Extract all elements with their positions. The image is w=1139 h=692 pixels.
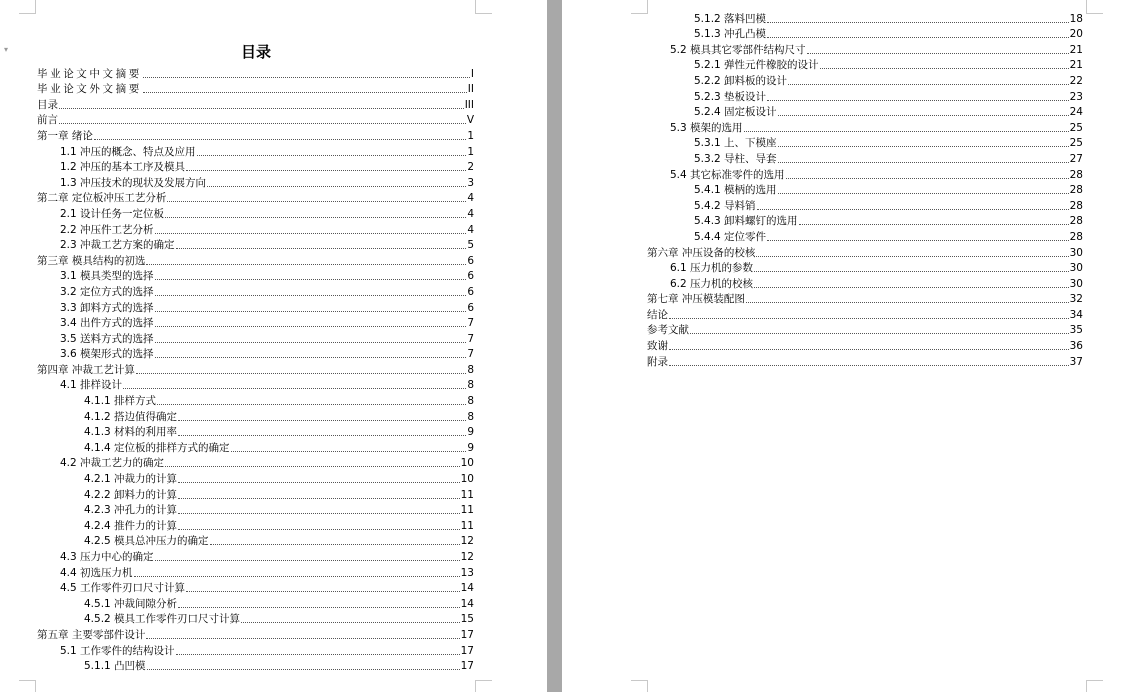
toc-entry[interactable] — [37, 486, 474, 502]
toc-entry-title: 4.4 初选压力机 — [60, 566, 133, 579]
toc-dot-leader — [178, 529, 460, 530]
toc-entry[interactable] — [647, 135, 1083, 151]
toc-entry-title: 5.2.4 固定板设计 — [694, 106, 777, 119]
toc-dot-leader — [147, 669, 460, 670]
toc-entry[interactable] — [647, 306, 1083, 322]
toc-page-number: II — [467, 83, 474, 96]
page-corner-mark — [475, 680, 492, 692]
toc-dot-leader — [178, 435, 466, 436]
toc-page-number: 7 — [467, 332, 474, 345]
toc-page-number: 28 — [1069, 199, 1083, 212]
toc-page-number: 8 — [467, 379, 474, 392]
toc-page-number: 9 — [467, 441, 474, 454]
toc-dot-leader — [754, 271, 1069, 272]
toc-dot-leader — [778, 162, 1069, 163]
page-corner-mark — [19, 0, 36, 14]
toc-page-number: 10 — [460, 457, 474, 470]
toc-entry[interactable] — [37, 361, 474, 377]
toc-entry[interactable] — [647, 260, 1083, 276]
toc-dot-leader — [176, 248, 467, 249]
toc-entry-title: 第六章 冲压设备的校核 — [647, 246, 756, 259]
toc-entry-title: 1.3 冲压技术的现状及发展方向 — [60, 176, 207, 189]
toc-page-number: 13 — [460, 566, 474, 579]
toc-page-number: 6 — [467, 270, 474, 283]
toc-entry[interactable] — [647, 182, 1083, 198]
toc-entry-title: 4.2.3 冲孔力的计算 — [84, 504, 178, 517]
toc-dot-leader — [146, 638, 459, 639]
toc-entry[interactable] — [37, 642, 474, 658]
toc-page-number: 12 — [460, 535, 474, 548]
toc-dot-leader — [59, 108, 464, 109]
toc-entry[interactable] — [37, 548, 474, 564]
toc-dot-leader — [241, 622, 460, 623]
toc-dot-leader — [155, 357, 467, 358]
toc-entry-title: 第五章 主要零部件设计 — [37, 628, 146, 641]
toc-entry-title: 5.1.2 落料凹模 — [694, 12, 767, 25]
toc-entry[interactable] — [37, 315, 474, 331]
toc-page-number: 30 — [1069, 246, 1083, 259]
toc-entry-title: 第三章 模具结构的初选 — [37, 254, 146, 267]
toc-entry[interactable] — [647, 353, 1083, 369]
toc-entry-title: 2.3 冲裁工艺方案的确定 — [60, 239, 175, 252]
toc-dot-leader — [807, 53, 1069, 54]
toc-page-number: 5 — [467, 239, 474, 252]
toc-entry[interactable] — [647, 166, 1083, 182]
toc-entry-title: 参考文献 — [647, 324, 689, 337]
toc-dot-leader — [778, 146, 1069, 147]
toc-dot-leader — [155, 233, 467, 234]
collapse-arrow-icon[interactable]: ▾ — [4, 45, 9, 54]
toc-dot-leader — [778, 193, 1069, 194]
toc-entry-title: 前言 — [37, 114, 58, 127]
toc-page-number: V — [466, 114, 474, 127]
toc-entry[interactable] — [37, 174, 474, 190]
toc-entry[interactable] — [37, 237, 474, 253]
toc-page-number: 28 — [1069, 184, 1083, 197]
toc-dot-leader — [799, 224, 1069, 225]
toc-page-number: 7 — [467, 317, 474, 330]
toc-page-number: 6 — [467, 301, 474, 314]
toc-entry-title: 4.5.2 模具工作零件刃口尺寸计算 — [84, 613, 241, 626]
toc-entry[interactable] — [37, 159, 474, 175]
toc-page-number: 34 — [1069, 308, 1083, 321]
toc-page-number: 10 — [460, 473, 474, 486]
toc-dot-leader — [165, 466, 460, 467]
toc-entry-title: 5.3 模架的选用 — [670, 121, 743, 134]
toc-dot-leader — [778, 115, 1069, 116]
toc-dot-leader — [143, 92, 467, 93]
toc-entry[interactable] — [37, 502, 474, 518]
toc-dot-leader — [136, 373, 466, 374]
document-page-right — [562, 0, 1139, 692]
toc-entry-title: 2.2 冲压件工艺分析 — [60, 223, 154, 236]
document-page-left — [0, 0, 547, 692]
toc-page-number: 11 — [460, 519, 474, 532]
toc-dot-leader — [746, 302, 1069, 303]
toc-page-number: 36 — [1069, 340, 1083, 353]
toc-entry-title: 第四章 冲裁工艺计算 — [37, 363, 135, 376]
toc-entry-title: 第七章 冲压模装配图 — [647, 293, 745, 306]
toc-entry[interactable] — [37, 377, 474, 393]
toc-entry-title: 5.4.3 卸料螺钉的选用 — [694, 215, 798, 228]
toc-entry[interactable] — [647, 213, 1083, 229]
toc-page-number: 7 — [467, 348, 474, 361]
toc-entry-title: 第二章 定位板冲压工艺分析 — [37, 192, 167, 205]
toc-entry-title: 5.2 模具其它零部件结构尺寸 — [670, 43, 806, 56]
page-corner-mark — [19, 680, 36, 692]
toc-dot-leader — [669, 349, 1069, 350]
toc-page-number: 18 — [1069, 12, 1083, 25]
toc-entry[interactable] — [37, 330, 474, 346]
toc-entry[interactable] — [37, 580, 474, 596]
toc-dot-leader — [155, 560, 460, 561]
toc-page-number: 14 — [460, 582, 474, 595]
toc-page-number: 6 — [467, 285, 474, 298]
toc-dot-leader — [757, 209, 1069, 210]
toc-dot-leader — [178, 607, 460, 608]
toc-dot-leader — [134, 576, 460, 577]
toc-entry[interactable] — [647, 10, 1083, 26]
toc-entry[interactable] — [647, 26, 1083, 42]
toc-entry-title: 致谢 — [647, 340, 668, 353]
toc-entry[interactable] — [37, 127, 474, 143]
toc-entry-title: 6.2 压力机的校核 — [670, 277, 754, 290]
toc-entry-title: 5.1.3 冲孔凸模 — [694, 28, 767, 41]
toc-entry[interactable] — [647, 72, 1083, 88]
toc-entry[interactable] — [37, 455, 474, 471]
toc-page-number: 28 — [1069, 215, 1083, 228]
toc-page-number: III — [464, 98, 474, 111]
toc-dot-leader — [767, 37, 1069, 38]
toc-page-number: 28 — [1069, 230, 1083, 243]
toc-entry-title: 1.1 冲压的概念、特点及应用 — [60, 145, 196, 158]
toc-entry[interactable] — [37, 205, 474, 221]
toc-entry[interactable] — [647, 337, 1083, 353]
toc-entry-title: 4.2.4 推件力的计算 — [84, 519, 178, 532]
toc-entry[interactable] — [647, 322, 1083, 338]
toc-dot-leader — [155, 295, 467, 296]
toc-dot-leader — [186, 591, 460, 592]
toc-dot-leader — [207, 186, 466, 187]
toc-entry[interactable] — [37, 564, 474, 580]
toc-page-number: 32 — [1069, 293, 1083, 306]
toc-entry[interactable] — [647, 57, 1083, 73]
toc-page-number: 8 — [467, 410, 474, 423]
toc-entry-title: 3.3 卸料方式的选择 — [60, 301, 154, 314]
toc-entry[interactable] — [647, 119, 1083, 135]
toc-list-right — [647, 10, 1083, 369]
page-corner-mark — [631, 680, 648, 692]
toc-page-number: 25 — [1069, 121, 1083, 134]
toc-entry-title: 5.2.1 弹性元件橡胶的设计 — [694, 59, 819, 72]
toc-page-number: 22 — [1069, 74, 1083, 87]
toc-dot-leader — [155, 311, 467, 312]
toc-entry-title: 第一章 绪论 — [37, 129, 93, 142]
toc-dot-leader — [767, 22, 1069, 23]
toc-entry[interactable] — [37, 81, 474, 97]
toc-entry[interactable] — [647, 150, 1083, 166]
toc-page-number: 30 — [1069, 277, 1083, 290]
toc-entry-title: 4.1.3 材料的利用率 — [84, 426, 178, 439]
toc-page-number: 24 — [1069, 106, 1083, 119]
toc-dot-leader — [94, 139, 466, 140]
page-corner-mark — [1086, 0, 1103, 14]
toc-entry-title: 5.1 工作零件的结构设计 — [60, 644, 175, 657]
toc-entry-title: 结论 — [647, 308, 668, 321]
toc-page-number: 8 — [467, 363, 474, 376]
toc-entry[interactable] — [37, 268, 474, 284]
toc-entry[interactable] — [37, 190, 474, 206]
toc-entry[interactable] — [37, 112, 474, 128]
toc-entry-title: 附录 — [647, 355, 668, 368]
toc-entry-title: 1.2 冲压的基本工序及模具 — [60, 161, 186, 174]
toc-entry-title: 4.1.4 定位板的排样方式的确定 — [84, 441, 230, 454]
toc-entry[interactable] — [37, 221, 474, 237]
toc-dot-leader — [788, 84, 1069, 85]
toc-entry-title: 3.5 送料方式的选择 — [60, 332, 154, 345]
toc-entry[interactable] — [647, 41, 1083, 57]
toc-dot-leader — [210, 544, 460, 545]
toc-page-number: 21 — [1069, 43, 1083, 56]
toc-page-number: 20 — [1069, 28, 1083, 41]
toc-dot-leader — [690, 333, 1069, 334]
toc-dot-leader — [178, 513, 460, 514]
toc-entry-title: 4.1.1 排样方式 — [84, 395, 157, 408]
toc-page-number: 1 — [467, 129, 474, 142]
toc-entry[interactable] — [647, 88, 1083, 104]
toc-entry[interactable] — [647, 291, 1083, 307]
toc-entry-title: 5.4.1 模柄的选用 — [694, 184, 777, 197]
toc-page-number: 15 — [460, 613, 474, 626]
toc-entry[interactable] — [37, 533, 474, 549]
toc-dot-leader — [155, 279, 467, 280]
toc-entry-title: 4.2.2 卸料力的计算 — [84, 488, 178, 501]
toc-entry[interactable] — [37, 299, 474, 315]
toc-entry[interactable] — [37, 595, 474, 611]
toc-page-number: 17 — [460, 628, 474, 641]
toc-page-number: 30 — [1069, 262, 1083, 275]
toc-entry-title: 5.2.2 卸料板的设计 — [694, 74, 788, 87]
toc-dot-leader — [167, 201, 466, 202]
toc-page-number: 1 — [467, 145, 474, 158]
toc-page-number: 25 — [1069, 137, 1083, 150]
toc-page-number: 17 — [460, 644, 474, 657]
toc-entry[interactable] — [37, 611, 474, 627]
toc-entry-title: 5.3.1 上、下模座 — [694, 137, 777, 150]
toc-dot-leader — [754, 287, 1069, 288]
toc-entry[interactable] — [37, 470, 474, 486]
toc-entry-title: 5.3.2 导柱、导套 — [694, 152, 777, 165]
toc-entry[interactable] — [37, 517, 474, 533]
toc-page-number: 4 — [467, 207, 474, 220]
toc-dot-leader — [744, 131, 1069, 132]
toc-dot-leader — [767, 100, 1069, 101]
toc-entry[interactable] — [37, 424, 474, 440]
toc-page-number: 9 — [467, 426, 474, 439]
toc-page-number: 37 — [1069, 355, 1083, 368]
toc-entry-title: 4.1.2 搭边值得确定 — [84, 410, 178, 423]
toc-entry[interactable] — [37, 143, 474, 159]
toc-dot-leader — [231, 451, 467, 452]
toc-dot-leader — [143, 77, 470, 78]
toc-entry-title: 4.2.1 冲裁力的计算 — [84, 473, 178, 486]
toc-entry-title: 5.4 其它标准零件的选用 — [670, 168, 785, 181]
toc-entry[interactable] — [37, 439, 474, 455]
toc-entry-title: 2.1 设计任务一定位板 — [60, 207, 165, 220]
toc-dot-leader — [59, 123, 466, 124]
toc-entry-title: 4.5 工作零件刃口尺寸计算 — [60, 582, 186, 595]
toc-dot-leader — [155, 342, 467, 343]
toc-entry-title: 5.4.4 定位零件 — [694, 230, 767, 243]
toc-page-number: 35 — [1069, 324, 1083, 337]
toc-entry-title: 4.2 冲裁工艺力的确定 — [60, 457, 165, 470]
toc-page-number: 3 — [467, 176, 474, 189]
toc-entry[interactable] — [37, 283, 474, 299]
toc-title: 目录 — [240, 43, 271, 61]
toc-entry[interactable] — [37, 626, 474, 642]
toc-page-number: 14 — [460, 597, 474, 610]
toc-dot-leader — [669, 365, 1069, 366]
toc-entry-title: 3.6 模架形式的选择 — [60, 348, 154, 361]
toc-page-number: 11 — [460, 504, 474, 517]
toc-page-number: 27 — [1069, 152, 1083, 165]
toc-entry[interactable] — [37, 96, 474, 112]
toc-dot-leader — [178, 482, 460, 483]
toc-entry-title: 5.4.2 导料销 — [694, 199, 756, 212]
toc-page-number: 8 — [467, 395, 474, 408]
toc-dot-leader — [146, 264, 466, 265]
toc-entry-title: 3.2 定位方式的选择 — [60, 285, 154, 298]
toc-dot-leader — [176, 654, 460, 655]
toc-entry-title: 4.2.5 模具总冲压力的确定 — [84, 535, 209, 548]
toc-dot-leader — [157, 404, 466, 405]
toc-entry-title: 4.3 压力中心的确定 — [60, 551, 154, 563]
toc-entry[interactable] — [37, 658, 474, 674]
toc-entry-title: 3.1 模具类型的选择 — [60, 270, 154, 283]
toc-page-number: 17 — [460, 660, 474, 673]
toc-entry-title: 6.1 压力机的参数 — [670, 262, 754, 275]
toc-dot-leader — [178, 498, 460, 499]
toc-entry[interactable] — [647, 197, 1083, 213]
toc-page-number: 4 — [467, 223, 474, 236]
toc-page-number: 23 — [1069, 90, 1083, 103]
toc-dot-leader — [786, 178, 1069, 179]
toc-page-number: 6 — [467, 254, 474, 267]
toc-dot-leader — [756, 256, 1068, 257]
toc-dot-leader — [197, 155, 467, 156]
toc-dot-leader — [186, 170, 466, 171]
toc-entry-title: 毕业论文中文摘要 — [37, 67, 142, 80]
toc-entry[interactable] — [647, 275, 1083, 291]
toc-page-number: 2 — [467, 161, 474, 174]
toc-entry-title: 毕业论文外文摘要 — [37, 83, 142, 96]
toc-entry-title: 目录 — [37, 98, 58, 111]
toc-entry[interactable] — [37, 408, 474, 424]
page-corner-mark — [1086, 680, 1103, 692]
page-corner-mark — [475, 0, 492, 14]
toc-entry-title: 4.1 排样设计 — [60, 379, 123, 392]
toc-dot-leader — [155, 326, 467, 327]
toc-entry[interactable] — [37, 392, 474, 408]
toc-list-left — [37, 65, 474, 673]
toc-dot-leader — [123, 388, 466, 389]
toc-entry[interactable] — [37, 252, 474, 268]
toc-entry-title: 5.2.3 垫板设计 — [694, 90, 767, 103]
toc-dot-leader — [669, 318, 1069, 319]
toc-dot-leader — [767, 240, 1069, 241]
toc-entry[interactable] — [37, 65, 474, 81]
toc-entry[interactable] — [647, 104, 1083, 120]
toc-page-number: 4 — [467, 192, 474, 205]
toc-entry-title: 5.1.1 凸凹模 — [84, 660, 146, 673]
toc-page-number: 21 — [1069, 59, 1083, 72]
toc-page-number: 12 — [460, 551, 474, 563]
toc-page-number: 28 — [1069, 168, 1083, 181]
toc-entry[interactable] — [647, 244, 1083, 260]
toc-dot-leader — [165, 217, 466, 218]
toc-dot-leader — [820, 68, 1069, 69]
page-corner-mark — [631, 0, 648, 14]
toc-entry-title: 4.5.1 冲裁间隙分析 — [84, 597, 178, 610]
toc-entry-title: 3.4 出件方式的选择 — [60, 317, 154, 330]
toc-page-number: I — [470, 67, 474, 80]
toc-entry[interactable] — [647, 228, 1083, 244]
toc-entry[interactable] — [37, 346, 474, 362]
toc-dot-leader — [178, 420, 466, 421]
toc-page-number: 11 — [460, 488, 474, 501]
